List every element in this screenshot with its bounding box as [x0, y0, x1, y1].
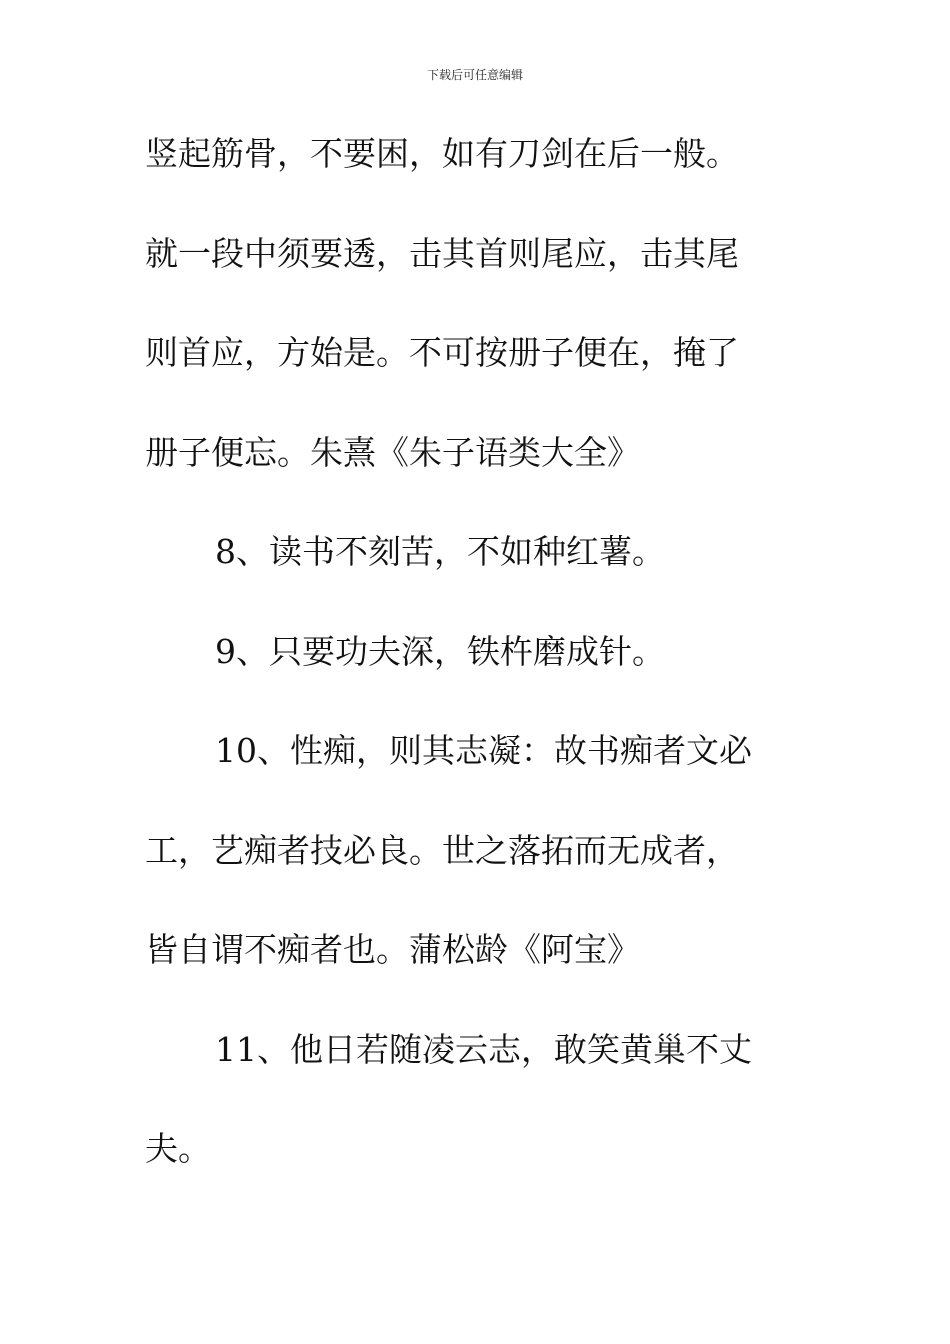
text-line-10: 11、他日若随凌云志，敢笑黄巢不丈	[215, 1029, 752, 1069]
text-line-8: 工，艺痴者技必良。世之落拓而无成者，	[145, 830, 739, 870]
text-line-1: 竖起筋骨，不要困，如有刀剑在后一般。	[145, 134, 739, 173]
document-body	[145, 126, 785, 1221]
text-line-11: 夫。	[145, 1129, 211, 1168]
text-line-4: 册子便忘。朱熹《朱子语类大全》	[145, 432, 640, 472]
text-line-2: 就一段中须要透，击其首则尾应，击其尾	[145, 233, 739, 273]
text-line-5: 8、读书不刻苦，不如种红薯。	[215, 532, 665, 571]
text-line-3: 则首应，方始是。不可按册子便在，掩了	[145, 333, 739, 372]
page-header: 下载后可任意编辑	[426, 68, 523, 82]
text-line-7: 10、性痴，则其志凝：故书痴者文必	[215, 731, 752, 770]
text-line-6: 9、只要功夫深，铁杵磨成针。	[215, 631, 665, 671]
text-line-9: 皆自谓不痴者也。蒲松龄《阿宝》	[145, 930, 640, 969]
